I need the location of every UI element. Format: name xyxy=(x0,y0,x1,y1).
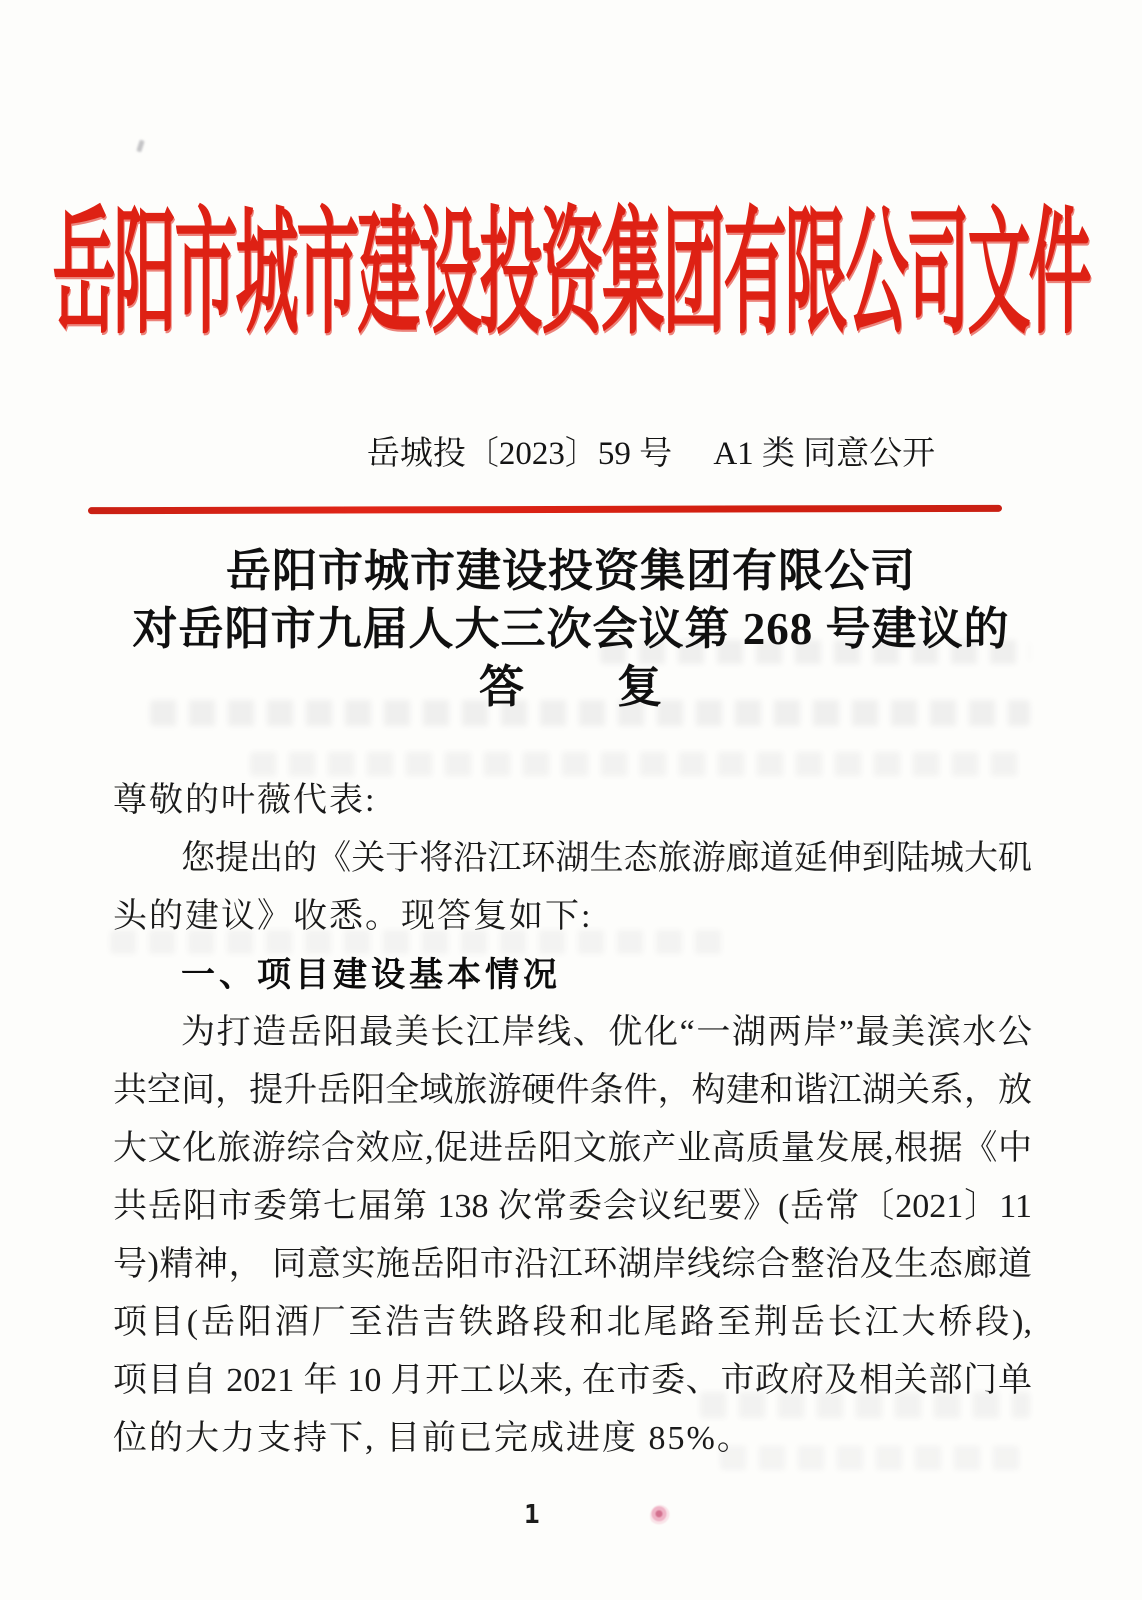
body-line: 位的大力支持下, 目前已完成进度 85%。 xyxy=(113,1420,753,1457)
title-line-1: 岳阳市城市建设投资集团有限公司 xyxy=(225,546,916,596)
title-line-3: 答 复 xyxy=(478,662,663,712)
body-line: 头的建议》收悉。现答复如下: xyxy=(113,898,593,935)
red-divider-line xyxy=(88,505,1002,514)
title-line-2: 对岳阳市九届人大三次会议第 268 号建议的 xyxy=(132,604,1010,654)
scan-artifact xyxy=(136,140,144,153)
body-line: 共空间，提升岳阳全域旅游硬件条件，构建和谐江湖关系，放 xyxy=(113,1072,1032,1109)
section-heading: 一、项目建设基本情况 xyxy=(181,956,561,994)
salutation-line: 尊敬的叶薇代表: xyxy=(113,782,377,819)
document-title xyxy=(55,542,1087,716)
letterhead-banner: 岳阳市城市建设投资集团有限公司文件 xyxy=(52,198,1090,351)
body-line: 为打造岳阳最美长江岸线、优化“一湖两岸”最美滨水公 xyxy=(181,1014,1032,1051)
body-line: 号)精神， 同意实施岳阳市沿江环湖岸线综合整治及生态廊道 xyxy=(113,1246,1032,1283)
body-line: 项目自 2021 年 10 月开工以来, 在市委、市政府及相关部门单 xyxy=(113,1362,1032,1399)
body-line: 您提出的《关于将沿江环湖生态旅游廊道延伸到陆城大矶 xyxy=(181,840,1032,877)
page-number: 1 xyxy=(524,1500,540,1530)
body-line: 项目(岳阳酒厂至浩吉铁路段和北尾路至荆岳长江大桥段), xyxy=(113,1304,1032,1341)
document-number-line: 岳城投〔2023〕59 号 A1 类 同意公开 xyxy=(366,436,936,472)
body-line: 共岳阳市委第七届第 138 次常委会议纪要》(岳常〔2021〕11 xyxy=(113,1188,1032,1225)
document-body xyxy=(113,772,1032,1468)
body-line: 大文化旅游综合效应,促进岳阳文旅产业高质量发展,根据《中 xyxy=(113,1130,1032,1167)
pink-stamp-dot xyxy=(650,1505,670,1527)
